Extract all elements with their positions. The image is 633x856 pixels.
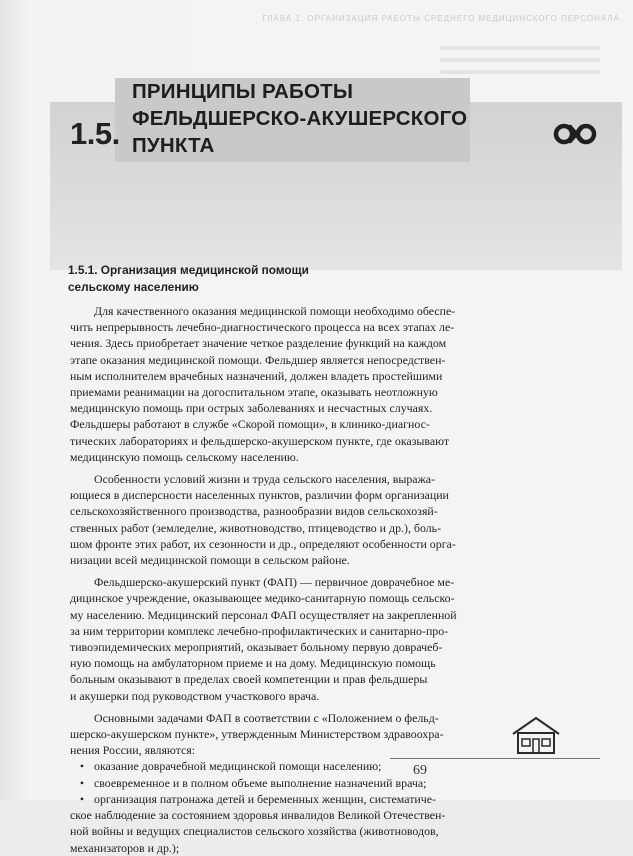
text-line: больным оказывают в пределах своей компетенции и прав фельдшеры — [70, 672, 428, 687]
text-line: Фельдшеры работают в службе «Скорой помощи», в клинико-диагнос- — [70, 417, 430, 432]
section-heading-line: сельскому населению — [68, 280, 199, 294]
decorative-ornament-icon — [553, 118, 599, 150]
text-line: ную помощь на амбулаторном приеме и на дому. Медицинскую помощь — [70, 656, 436, 671]
bullet-item — [70, 758, 596, 774]
text-line: и акушерки под руководством участкового врача. — [70, 688, 320, 703]
text-line: чить непрерывность лечебно-диагностического процесса на всех этапах ле- — [70, 320, 455, 335]
text-line: медицинскую помощь сельскому населению. — [70, 449, 299, 464]
chapter-title-line: ПРИНЦИПЫ РАБОТЫ — [132, 80, 354, 103]
text-line: медицинскую помощь при острых заболеваниях и несчастных случаях. — [70, 401, 433, 416]
paragraph — [70, 574, 596, 704]
bullet-item-text: организация патронажа детей и беременных женщин, систематиче- — [94, 791, 437, 806]
text-line: ственных работ (земледелие, животноводство, птицеводство и др.), боль- — [70, 520, 442, 535]
text-line: этапе оказания медицинской помощи. Фельдшер является непосредствен- — [70, 352, 446, 367]
text-line: приемами реанимации на догоспитальном этапе, оказывать неотложную — [70, 385, 438, 400]
text-line: Для качественного оказания медицинской помощи необходимо обеспе- — [94, 304, 456, 318]
chapter-number: 1.5. — [70, 116, 120, 151]
text-line: шом фронте этих работ, их сезонности и др., определяют особенности орга- — [70, 536, 456, 551]
text-line: му населению. Медицинский персонал ФАП осуществляет на закрепленной — [70, 607, 457, 622]
bleed-through-line — [440, 70, 600, 74]
bullet-symbol: • — [79, 791, 85, 806]
paragraph — [70, 471, 596, 568]
house-icon — [510, 715, 562, 755]
footer-rule — [390, 758, 600, 759]
text-line: сельскохозяйственного производства, разнообразии видов сельскохозяй- — [70, 504, 438, 519]
bullet-symbol: • — [79, 775, 85, 790]
chapter-title-line: ФЕЛЬДШЕРСКО-АКУШЕРСКОГО — [132, 107, 468, 130]
bullet-list — [70, 758, 596, 855]
text-line: нения России, являются: — [70, 743, 196, 758]
bleed-through-line — [440, 58, 600, 62]
text-line: Фельдшерско-акушерский пункт (ФАП) — первичное доврачебное ме- — [94, 575, 455, 590]
bullet-item — [70, 791, 596, 807]
text-line: Особенности условий жизни и труда сельского населения, выража- — [94, 472, 436, 487]
text-line: тивоэпидемических мероприятий, оказывает больному первую доврачеб- — [70, 640, 443, 655]
bullet-item-text: своевременное и в полном объеме выполнение назначений врача; — [94, 775, 427, 790]
running-head: ГЛАВА 1. ОРГАНИЗАЦИЯ РАБОТЫ СРЕДНЕГО МЕДИЦИНСКОГО ПЕРСОНАЛА — [262, 14, 620, 23]
chapter-title-line: ПУНКТА — [132, 134, 215, 157]
bullet-continuation-line: ское наблюдение за состоянием здоровья инвалидов Великой Отечествен- — [70, 808, 446, 823]
text-line: дицинское учреждение, оказывающее медико-санитарную помощь сельско- — [70, 591, 455, 606]
text-line: ющиеся в дисперсности населенных пунктов, различии форм организации — [70, 488, 449, 503]
text-line: ным исполнителем врачебных назначений, должен владеть простейшими — [70, 368, 443, 383]
text-line: низации всей медицинской помощи в сельском районе. — [70, 553, 350, 568]
section-heading — [68, 262, 408, 296]
text-line: чения. Здесь приобретает значение четкое разделение функций на каждом — [70, 336, 447, 351]
section-heading-line: 1.5.1. Организация медицинской помощи — [68, 263, 309, 277]
page-number: 69 — [413, 763, 427, 778]
body-text — [70, 303, 596, 856]
chapter-title — [132, 78, 472, 159]
text-line: шерско-акушерском пункте», утвержденным Министерством здравоохра- — [70, 727, 444, 742]
bullet-item-text: оказание доврачебной медицинской помощи населению; — [94, 759, 382, 774]
bullet-symbol: • — [79, 759, 85, 774]
text-line: Основными задачами ФАП в соответствии с «Положением о фельд- — [94, 710, 439, 725]
bullet-item — [70, 775, 596, 791]
bullet-continuation-line: ной войны и ведущих специалистов сельского хозяйства (животноводов, — [70, 824, 439, 839]
bullet-continuation-line: механизаторов и др.); — [70, 840, 180, 855]
paragraph — [70, 303, 596, 465]
text-line: тических лабораториях и фельдшерско-акушерском пункте, где оказывают — [70, 433, 450, 448]
bleed-through-line — [440, 46, 600, 50]
text-line: за ним территории комплекс лечебно-профилактических и санитарно-про- — [70, 623, 449, 638]
